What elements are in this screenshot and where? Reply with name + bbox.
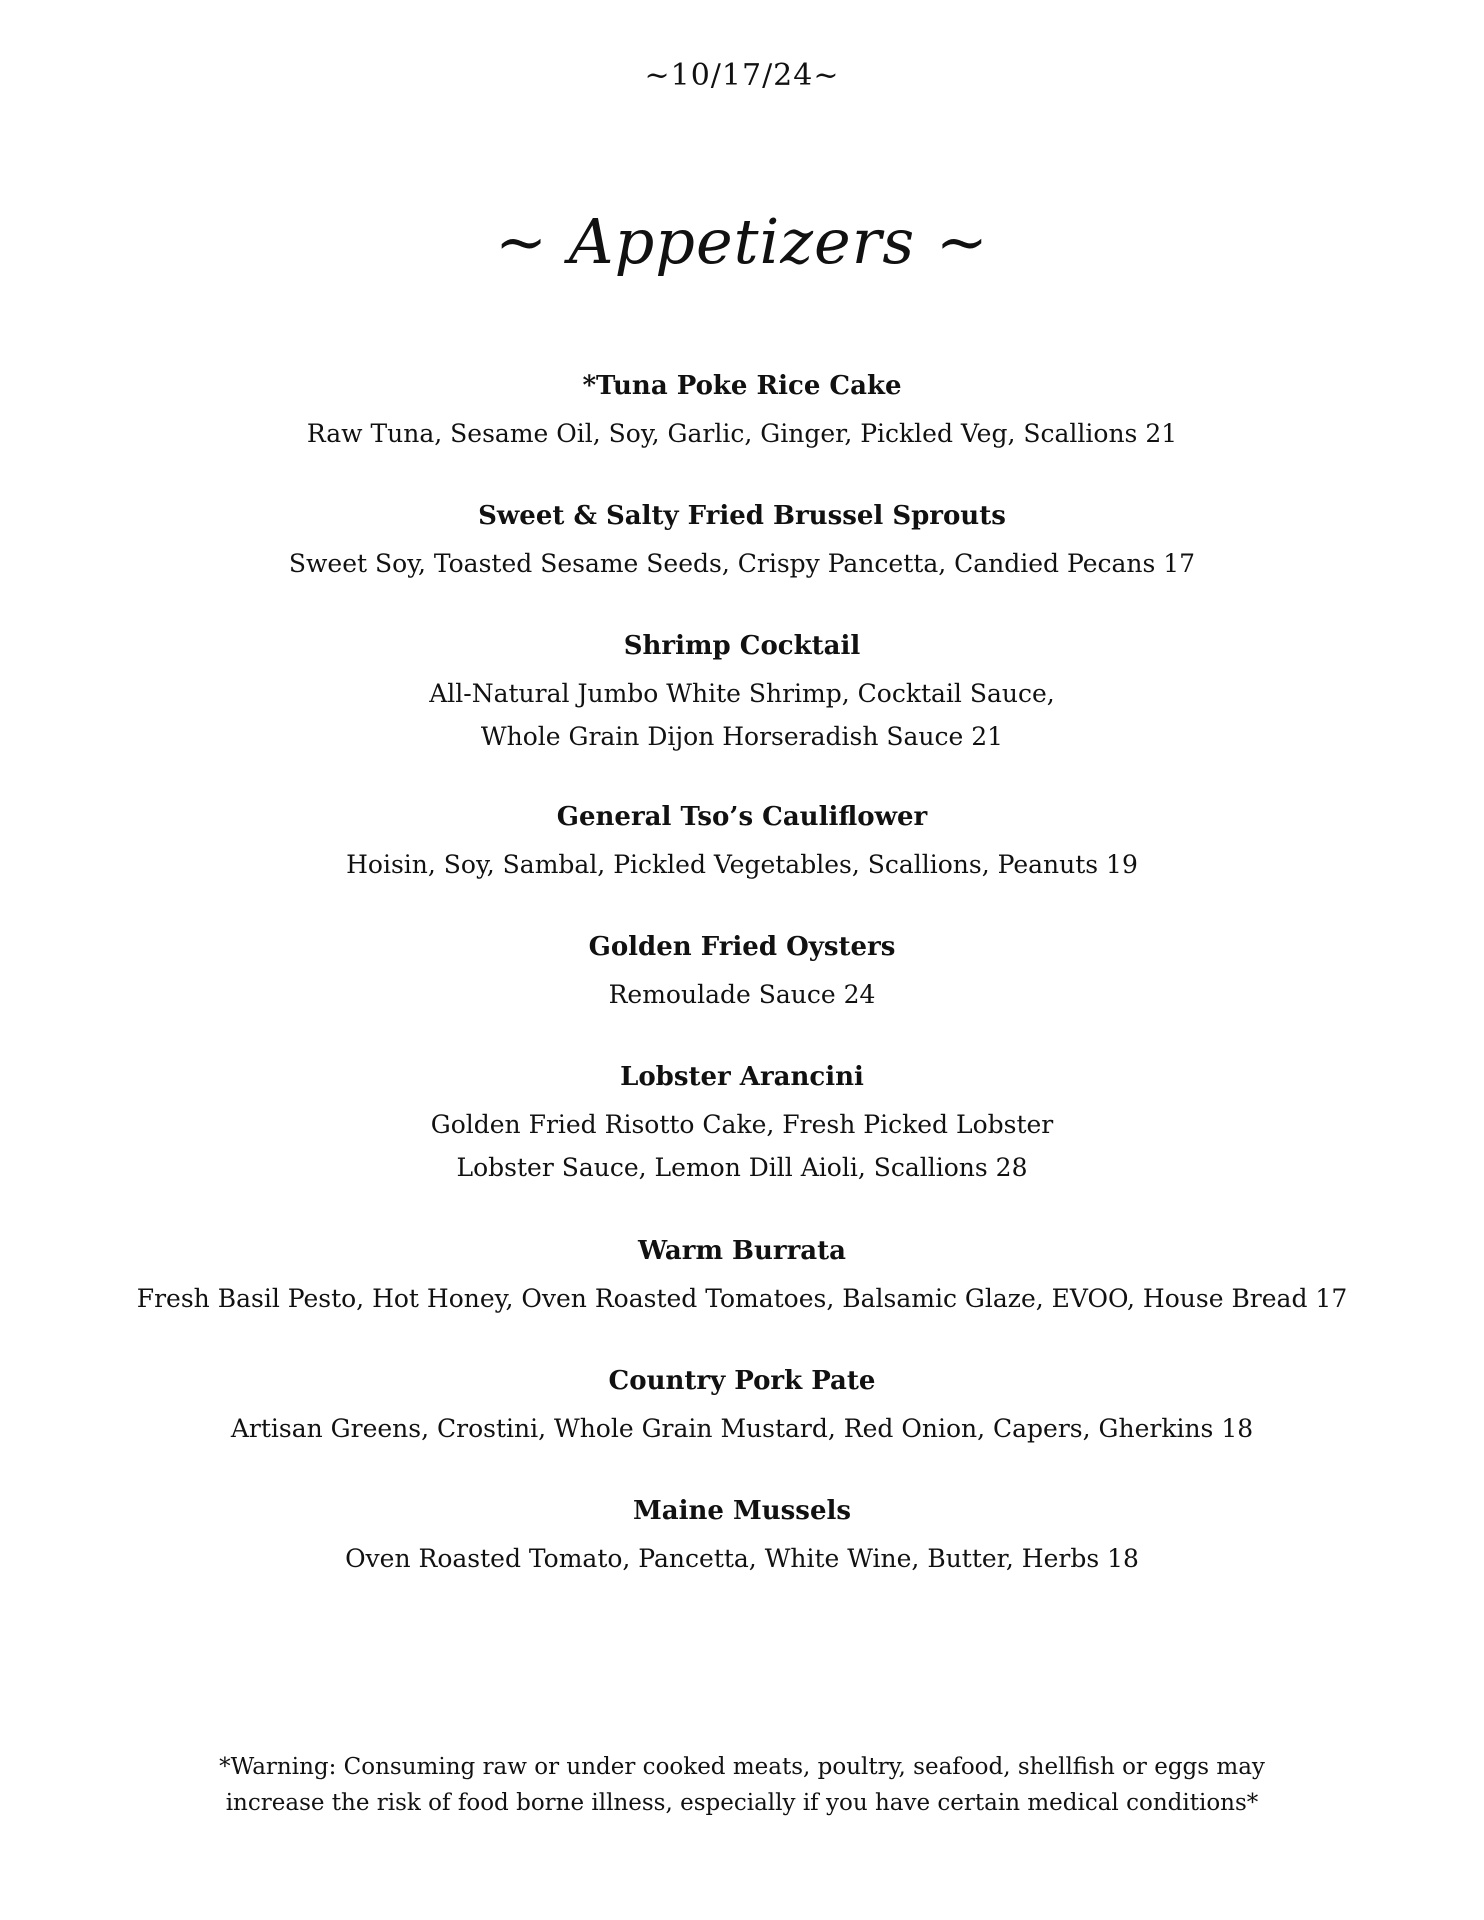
menu-item-maine-mussels — [0, 1494, 1484, 1580]
item-name: Golden Fried Oysters — [588, 932, 896, 962]
item-name: *Tuna Poke Rice Cake — [582, 371, 902, 401]
menu-item-warm-burrata — [0, 1234, 1484, 1320]
menu-item-shrimp-cocktail — [0, 629, 1484, 758]
item-description: Raw Tuna, Sesame Oil, Soy, Garlic, Ginger, Pickled Veg, Scallions 21 — [306, 419, 1178, 448]
item-description: Sweet Soy, Toasted Sesame Seeds, Crispy Pancetta, Candied Pecans 17 — [288, 549, 1196, 578]
menu-date: ~10/17/24~ — [644, 58, 840, 93]
food-safety-warning — [0, 1749, 1484, 1821]
item-description: Golden Fried Risotto Cake, Fresh Picked Lobster — [430, 1110, 1054, 1139]
menu-item-country-pork-pate — [0, 1364, 1484, 1450]
item-name: Country Pork Pate — [608, 1366, 876, 1396]
item-description: Hoisin, Soy, Sambal, Pickled Vegetables, Scallions, Peanuts 19 — [346, 850, 1138, 879]
item-name: Warm Burrata — [637, 1236, 847, 1266]
item-description: Fresh Basil Pesto, Hot Honey, Oven Roasted Tomatoes, Balsamic Glaze, EVOO, House Bread 17 — [136, 1284, 1348, 1313]
item-description: Remoulade Sauce 24 — [608, 980, 876, 1009]
item-description: Oven Roasted Tomato, Pancetta, White Wine, Butter, Herbs 18 — [345, 1544, 1139, 1573]
warning-line: *Warning: Consuming raw or under cooked meats, poultry, seafood, shellfish or eggs may — [219, 1754, 1265, 1780]
item-name: Maine Mussels — [632, 1496, 852, 1526]
menu-item-tuna-poke — [0, 369, 1484, 455]
menu-item-brussel-sprouts — [0, 499, 1484, 585]
item-description: All-Natural Jumbo White Shrimp, Cocktail Sauce, — [429, 679, 1055, 708]
section-heading-appetizers: ~ Appetizers ~ — [495, 205, 989, 278]
item-description: Lobster Sauce, Lemon Dill Aioli, Scallions 28 — [456, 1153, 1028, 1182]
item-description: Artisan Greens, Crostini, Whole Grain Mustard, Red Onion, Capers, Gherkins 18 — [230, 1414, 1254, 1443]
warning-line: increase the risk of food borne illness, especially if you have certain medical conditions* — [225, 1790, 1259, 1816]
menu-item-lobster-arancini — [0, 1060, 1484, 1189]
menu-item-general-tso-cauliflower — [0, 800, 1484, 886]
menu-item-fried-oysters — [0, 930, 1484, 1016]
item-name: Lobster Arancini — [620, 1062, 864, 1092]
item-name: Shrimp Cocktail — [623, 631, 861, 661]
item-name: General Tso’s Cauliflower — [556, 802, 928, 832]
item-description: Whole Grain Dijon Horseradish Sauce 21 — [480, 722, 1004, 751]
item-name: Sweet & Salty Fried Brussel Sprouts — [478, 501, 1006, 531]
